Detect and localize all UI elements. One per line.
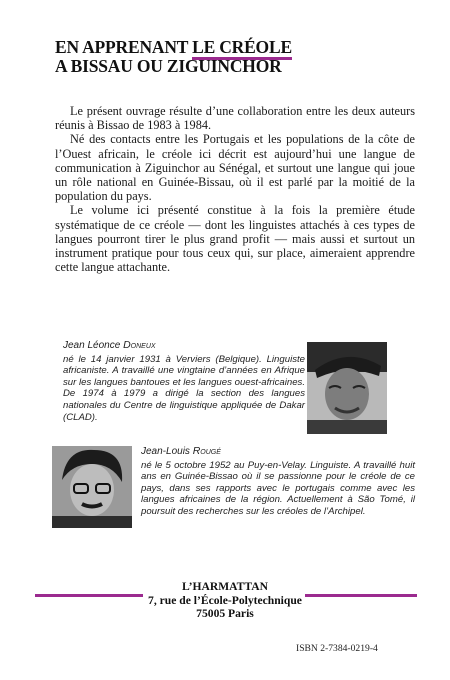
publisher-name: L’HARMATTAN: [181, 580, 269, 593]
author-bio-doneux: [63, 340, 305, 423]
title-line-1: [55, 38, 292, 57]
isbn-number: ISBN 2-7384-0219-4: [296, 643, 378, 654]
publisher-block: [0, 580, 450, 621]
blurb-paragraph: Le volume ici présenté constitue à la fois la première étude systématique de ce créole — dont les linguistes attachés à ces types de langues pourront tirer le plus grand profit — mais aussi et surtout un instrument pratique pour tous ceux qui, sur place, aimeraient apprendre cette langue attachante.: [55, 203, 415, 275]
author-bio-text: né le 5 octobre 1952 au Puy-en-Velay. Linguiste. A travaillé huit ans en Guinée-Bissao où il se passionne pour le créole de ce pays, dans ses rapports avec le portugais comme avec les langues africaines de la région. Actuellement à São Tomé, il poursuit des recherches sur les créoles de l’Archipel.: [141, 459, 415, 517]
blurb-paragraph: Né des contacts entre les Portugais et les populations de la côte de l’Ouest africain, le créole ici décrit est aujourd’hui une langue de communication à Ziguinchor au Sénégal, et surtout une langue qui joue un rôle national en Guinée-Bissau, où il est parlé par la moitié de la population du pays.: [55, 132, 415, 204]
title-line-2: A BISSAU OU ZIGUINCHOR: [55, 56, 282, 76]
author-first-name: Jean-Louis: [141, 446, 190, 457]
blurb-paragraph: Le présent ouvrage résulte d’une collaboration entre les deux auteurs réunis à Bissao de 1983 à 1984.: [55, 104, 415, 133]
author-photo-rouge: [52, 446, 132, 528]
publisher-city: 75005 Paris: [196, 607, 254, 621]
author-bio-rouge: [141, 446, 415, 518]
author-name: [63, 340, 305, 352]
author-first-name: Jean Léonce: [63, 340, 121, 351]
back-cover-blurb: [55, 104, 415, 274]
author-last-name: Doneux: [123, 339, 156, 351]
author-photo-doneux: [307, 342, 387, 434]
publisher-address: 7, rue de l’École-Polytechnique: [148, 593, 302, 607]
book-title: [55, 38, 292, 76]
author-name: [141, 446, 415, 458]
title-underlined-word: LE CRÉOLE: [192, 37, 292, 60]
author-last-name: Rougé: [192, 445, 221, 457]
title-line-1-prefix: EN APPRENANT: [55, 37, 193, 57]
author-bio-text: né le 14 janvier 1931 à Verviers (Belgique). Linguiste africaniste. A travaillé une vingtaine d’années en Afrique sur les langues bantoues et les langues ouest-africaines. De 1974 à 1979 a dirigé la section des langues nationales du Centre de linguistique appliquée de Dakar (CLAD).: [63, 353, 305, 423]
